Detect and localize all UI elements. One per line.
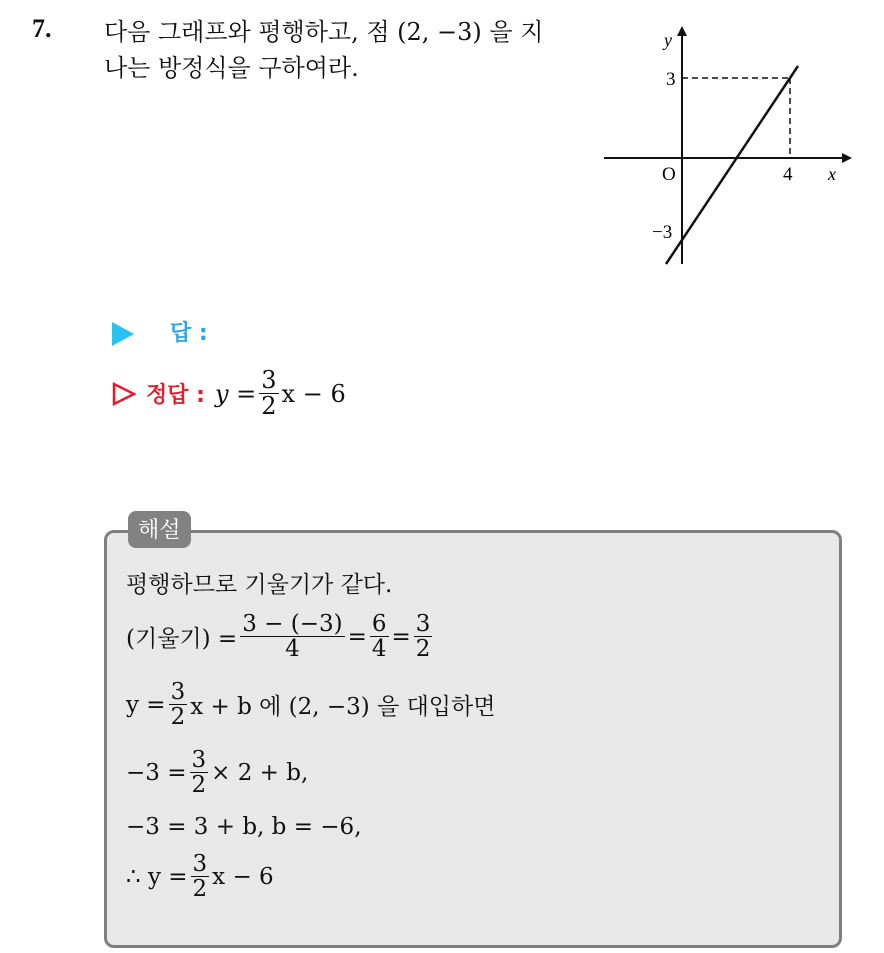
line-graph	[604, 24, 854, 274]
l2-eq2: =	[391, 623, 411, 650]
tick-y-top: 3	[666, 69, 676, 90]
l3-num: 3	[170, 679, 186, 705]
graph-line	[666, 66, 798, 264]
l4-rest: × 2 + b,	[211, 759, 309, 786]
solution-line4	[126, 748, 308, 797]
l6-lhs: ∴ y =	[126, 863, 188, 890]
eq-numerator: 3	[261, 366, 277, 394]
l6-rest: x − 6	[212, 863, 274, 890]
solution-line2	[126, 612, 435, 661]
l4-den: 2	[191, 772, 207, 799]
l3-rest: x + b 에 (2, −3) 을 대입하면	[190, 694, 496, 721]
eq-denominator: 2	[261, 392, 277, 421]
correct-answer-row	[112, 368, 346, 419]
answer-label: 답 :	[170, 321, 208, 346]
question-number: 7.	[32, 14, 52, 43]
l2-f3-den: 2	[415, 636, 431, 663]
l2-fraction2	[370, 612, 389, 661]
eq-lhs: y =	[214, 379, 257, 408]
origin-label: O	[662, 164, 676, 185]
question-text-line1: 다음 그래프와 평행하고, 점 (2, −3) 을 지	[104, 18, 544, 46]
l3-den: 2	[170, 704, 186, 731]
y-axis-arrow	[677, 26, 687, 36]
solution-line3	[126, 680, 495, 729]
l4-fraction	[190, 748, 209, 797]
l4-num: 3	[191, 747, 207, 773]
correct-answer-label: 정답 :	[146, 383, 205, 409]
question-text	[104, 14, 584, 86]
l6-num: 3	[192, 851, 208, 877]
l6-den: 2	[192, 876, 208, 903]
l3-fraction	[169, 680, 188, 729]
tick-y-bottom: −3	[652, 222, 673, 243]
l2-f1-num: 3 − (−3)	[242, 611, 343, 637]
l2-f2-num: 6	[371, 611, 387, 637]
x-axis-label: x	[828, 164, 836, 184]
correct-answer-equation	[215, 368, 346, 419]
solution-tag: 해설	[128, 511, 191, 548]
l3-lhs: y =	[126, 691, 166, 718]
x-axis-arrow	[842, 153, 852, 163]
l2-fraction3	[414, 612, 433, 661]
solution-line1: 평행하므로 기울기가 같다.	[126, 572, 393, 598]
question-text-line2: 나는 방정식을 구하여라.	[104, 54, 359, 82]
outline-triangle-icon	[112, 382, 136, 406]
eq-rest: x − 6	[281, 379, 346, 408]
l4-lhs: −3 =	[126, 759, 187, 786]
l2-f3-num: 3	[415, 611, 431, 637]
l2-eq1: =	[347, 623, 367, 650]
y-axis-label: y	[664, 30, 672, 50]
play-triangle-icon	[112, 322, 134, 346]
l2-f1-den: 4	[285, 636, 300, 663]
tick-x: 4	[783, 164, 793, 185]
eq-fraction	[259, 368, 278, 419]
solution-line5: −3 = 3 + b, b = −6,	[126, 814, 362, 840]
l2-lhs: (기울기) =	[126, 626, 238, 653]
l6-fraction	[191, 852, 210, 901]
l2-fraction1	[240, 612, 344, 661]
solution-line6	[126, 852, 274, 901]
l2-f2-den: 4	[371, 636, 387, 663]
answer-row	[112, 316, 208, 347]
